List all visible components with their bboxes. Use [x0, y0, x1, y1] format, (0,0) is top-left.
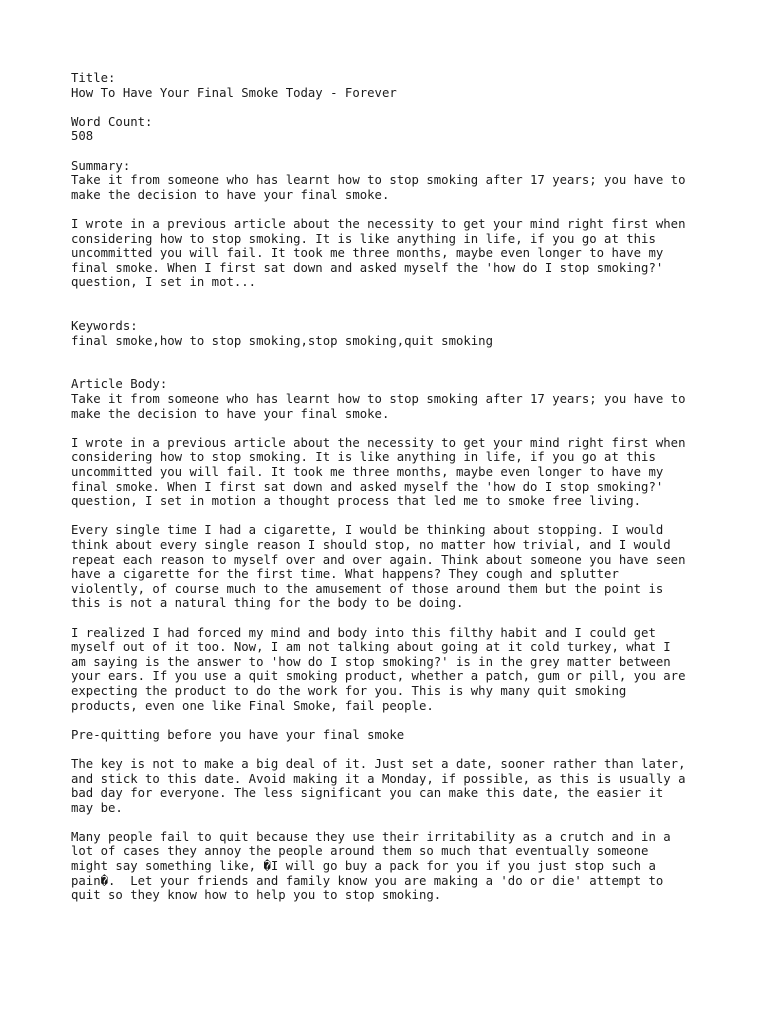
text-line: products, even one like Final Smoke, fail people.	[71, 698, 434, 713]
text-line: 508	[71, 129, 94, 144]
text-line: Many people fail to quit because they use their irritability as a crutch and in a	[71, 829, 671, 844]
blank-line	[71, 144, 711, 159]
text-line: make the decision to have your final smoke.	[71, 406, 390, 421]
blank-line	[71, 815, 711, 830]
blank-line	[71, 348, 711, 363]
blank-line	[71, 742, 711, 757]
blank-line	[71, 713, 711, 728]
text-line: lot of cases they annoy the people around them so much that eventually someone	[71, 844, 649, 859]
text-line: I realized I had forced my mind and body into this filthy habit and I could get	[71, 625, 656, 640]
blank-line	[71, 363, 711, 378]
text-line: might say something like, �I will go buy a pack for you if you just stop such a	[71, 859, 656, 874]
text-line: considering how to stop smoking. It is like anything in life, if you go at this	[71, 231, 656, 246]
text-line: Article Body:	[71, 377, 168, 392]
text-line: final smoke. When I first sat down and asked myself the 'how do I stop smoking?'	[71, 479, 664, 494]
text-line: Word Count:	[71, 114, 153, 129]
text-line: have a cigarette for the first time. What happens? They cough and splutter	[71, 567, 619, 582]
text-line: pain�. Let your friends and family know you are making a 'do or die' attempt to	[71, 873, 664, 888]
text-line: The key is not to make a big deal of it. Just set a date, sooner rather than later,	[71, 756, 686, 771]
text-line: may be.	[71, 800, 123, 815]
text-line: this is not a natural thing for the body to be doing.	[71, 596, 464, 611]
text-line: Title:	[71, 71, 116, 85]
text-line: bad day for everyone. The less significant you can make this date, the easier it	[71, 786, 664, 801]
text-line: make the decision to have your final smoke.	[71, 187, 390, 202]
text-line: Keywords:	[71, 319, 138, 334]
text-line: your ears. If you use a quit smoking product, whether a patch, gum or pill, you are	[71, 669, 686, 684]
blank-line	[71, 100, 711, 115]
text-line: Take it from someone who has learnt how to stop smoking after 17 years; you have to	[71, 173, 686, 188]
text-line: considering how to stop smoking. It is like anything in life, if you go at this	[71, 450, 656, 465]
text-line: question, I set in mot...	[71, 275, 257, 290]
text-line: Summary:	[71, 158, 131, 173]
document-text	[71, 71, 711, 903]
text-line: final smoke,how to stop smoking,stop smoking,quit smoking	[71, 333, 493, 348]
text-line: violently, of course much to the amusement of those around them but the point is	[71, 581, 664, 596]
text-line: myself out of it too. Now, I am not talking about going at it cold turkey, what I	[71, 640, 671, 655]
text-line: am saying is the answer to 'how do I stop smoking?' is in the grey matter between	[71, 654, 671, 669]
text-line: uncommitted you will fail. It took me three months, maybe even longer to have my	[71, 246, 664, 261]
blank-line	[71, 509, 711, 524]
blank-line	[71, 611, 711, 626]
text-line: expecting the product to do the work for you. This is why many quit smoking	[71, 683, 627, 698]
blank-line	[71, 290, 711, 305]
blank-line	[71, 202, 711, 217]
text-line: final smoke. When I first sat down and asked myself the 'how do I stop smoking?'	[71, 260, 664, 275]
text-line: quit so they know how to help you to stop smoking.	[71, 888, 442, 903]
text-line: I wrote in a previous article about the necessity to get your mind right first when	[71, 216, 686, 231]
text-line: repeat each reason to myself over and over again. Think about someone you have seen	[71, 552, 686, 567]
blank-line	[71, 305, 711, 320]
text-line: uncommitted you will fail. It took me three months, maybe even longer to have my	[71, 465, 664, 480]
text-line: How To Have Your Final Smoke Today - Forever	[71, 85, 397, 100]
text-line: Every single time I had a cigarette, I would be thinking about stopping. I would	[71, 523, 664, 538]
text-line: I wrote in a previous article about the necessity to get your mind right first when	[71, 435, 686, 450]
blank-line	[71, 421, 711, 436]
text-line: Take it from someone who has learnt how to stop smoking after 17 years; you have to	[71, 392, 686, 407]
text-line: Pre-quitting before you have your final smoke	[71, 727, 405, 742]
text-line: think about every single reason I should stop, no matter how trivial, and I would	[71, 538, 671, 552]
text-line: and stick to this date. Avoid making it a Monday, if possible, as this is usually a	[71, 771, 686, 786]
text-line: question, I set in motion a thought process that led me to smoke free living.	[71, 494, 642, 509]
